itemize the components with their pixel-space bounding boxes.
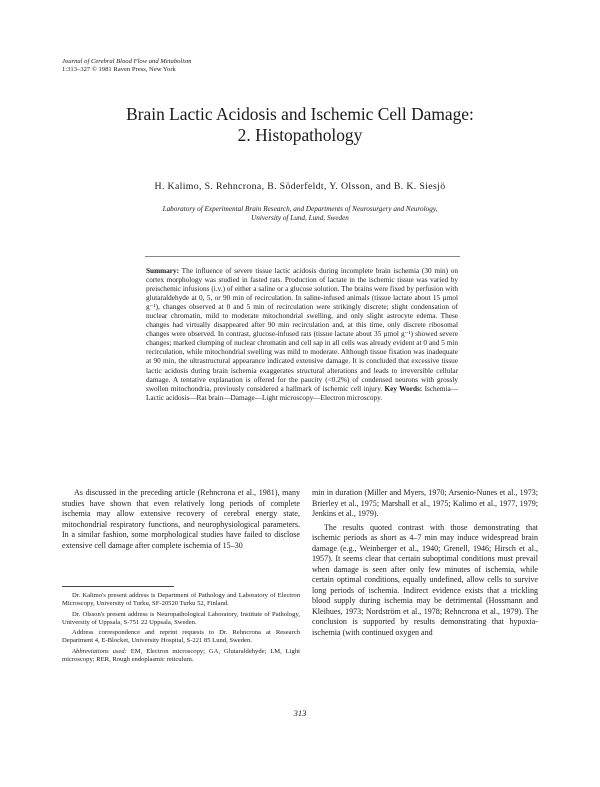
intro-paragraph-1-continued: min in duration (Miller and Myers, 1970; Arsenio-Nunes et al., 1973; Brierley et al., 1975; Marshall et al., 1975; Kalimo et al., 1977, 1979; Jenkins et al., 1979).: [312, 488, 538, 518]
abstract-divider: [145, 256, 460, 257]
abstract-text: The influence of severe tissue lactic acidosis during incomplete brain ischemia (30 min) on cortex morphology was studied in fasted rats. Production of lactate in the ischemic tissue was varied by preischemic infusions (i.v.) of either a saline or a glucose solution. The brains were fixed by perfusion with glutaraldehyde at 0, 5, or 90 min of recirculation. In saline-infused animals (tissue lactate about 15 µmol g⁻¹), changes observed at 0 and 5 min of recirculation were strikingly discrete; slight condensation of nuclear chromatin, mild to moderate mitochondrial swelling, and only slight astrocyte edema. These changes had virtually disappeared after 90 min recirculation and, at this time, only discrete ribosomal changes were observed. In contrast, glucose-infused rats (tissue lactate about 35 µmol g⁻¹) showed severe changes; marked clumping of nuclear chromatin and cell sap in all cells was already evident at 0 and 5 min recirculation, while mitochondrial swelling was mild to moderate. Although tissue fixation was inadequate at 90 min, the ultrastructural appearance indicated extensive damage. It is concluded that excessive tissue lactic acidosis during brain ischemia exaggerates structural alterations and leads to irreversible cellular damage. A tentative explanation is offered for the paucity (<0.2%) of condensed neurons with grossly swollen mitochondria, previously considered a hallmark of ischemic cell injury.: [146, 267, 458, 393]
journal-header: [62, 58, 191, 75]
abstract-label: Summary:: [146, 267, 180, 275]
article-title-line1: Brain Lactic Acidosis and Ischemic Cell Damage:: [126, 104, 474, 124]
affiliation-line2: University of Lund, Lund, Sweden: [251, 214, 349, 223]
abbreviations-label: Abbreviations used:: [72, 647, 127, 655]
journal-name: Journal of Cerebral Blood Flow and Metabolism: [62, 58, 192, 65]
keywords-text: Ischemia—Lactic acidosis—Rat brain—Damage—Light microscopy—Electron microscopy.: [146, 384, 458, 402]
affiliation: [92, 205, 508, 224]
abstract: [146, 267, 458, 403]
journal-citation: 1:313–327 © 1981 Raven Press, New York: [62, 66, 176, 74]
page-number: 313: [293, 708, 307, 718]
footnote-kalimo: Dr. Kalimo's present address is Department of Pathology and Laboratory of Electron Microscopy, University of Turku, SF-20520 Turku 52, Finland.: [62, 592, 300, 608]
intro-paragraph-2: The results quoted contrast with those demonstrating that ischemic periods as short as 4–7 min may induce widespread brain damage (e.g., Weinberger et al., 1940; Grenell, 1946; Hirsch et al., 1957). It seems clear that certain suboptimal conditions must prevail when damage is seen after only few minutes of ischemia, while certain optimal conditions, equally undefined, allow cells to survive long periods of ischemia. Indirect evidence exists that a trickling blood supply during ischemia may be detrimental (Hossmann and Kleihues, 1973; Nordström et al., 1978; Rehncrona et al., 1979). The conclusion is supported by results demonstrating that hypoxia-ischemia (with continued oxygen and: [312, 522, 538, 637]
body-column-left: [62, 488, 300, 551]
intro-paragraph-1: As discussed in the preceding article (Rehncrona et al., 1981), many studies have shown that even relatively long periods of complete ischemia may allow extensive recovery of cerebral energy state, mitochondrial respiratory functions, and neurophysiological parameters. In a similar fashion, some morphological studies have failed to disclose extensive cell damage after complete ischemia of 15–30: [62, 488, 300, 550]
footnote-divider: [62, 586, 174, 587]
footnote-olsson: Dr. Olsson's present address is Neuropathological Laboratory, Institute of Pathology, University of Uppsala, S-751 22 Uppsala, Sweden.: [62, 610, 300, 626]
article-title-line2: 2. Histopathology: [237, 125, 363, 145]
body-column-right: [312, 488, 538, 638]
footnote-abbreviations: [62, 648, 300, 665]
author-list: H. Kalimo, S. Rehncrona, B. Söderfeldt, Y. Olsson, and B. K. Siesjö: [154, 181, 446, 192]
keywords-label: Key Words:: [384, 384, 423, 393]
footnote-correspondence: Address correspondence and reprint requests to Dr. Rehncrona at Research Department 4, E-Blocket, University Hospital, S-221 85 Lund, Sweden.: [62, 629, 300, 645]
affiliation-line1: Laboratory of Experimental Brain Research, and Departments of Neurosurgery and Neurology,: [162, 205, 438, 213]
article-title: [62, 104, 538, 146]
footnotes: [62, 592, 300, 666]
abbreviations-text: EM, Electron microscopy; GA, Glutaraldehyde; LM, Light microscopy; RER, Rough endoplasmic reticulum.: [62, 647, 300, 664]
